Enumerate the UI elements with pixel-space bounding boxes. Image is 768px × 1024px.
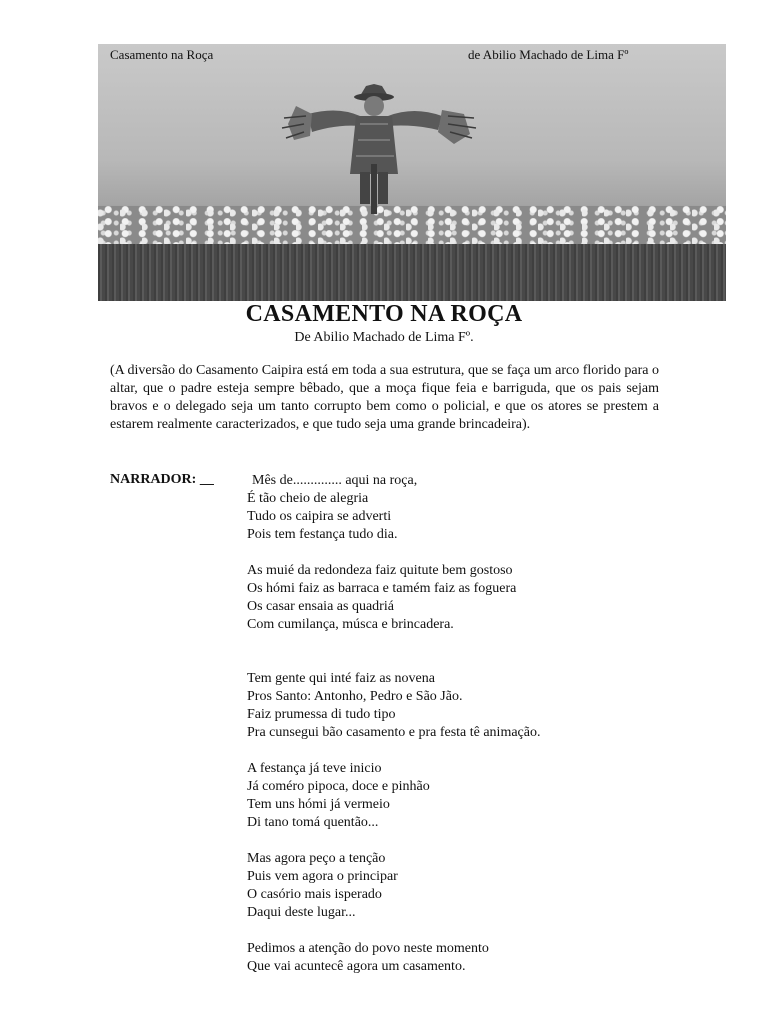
narrator-verses <box>247 472 667 994</box>
narrator-label: NARRADOR: __ <box>110 472 214 487</box>
verse-line: Pedimos a atenção do povo neste momento <box>247 941 489 956</box>
stanza-1 <box>247 472 667 544</box>
verse-line: Mas agora peço a tenção <box>247 851 386 866</box>
verse-line: Faiz prumessa di tudo tipo <box>247 707 396 722</box>
verse-line: Tem gente qui inté faiz as novena <box>247 671 435 686</box>
verse-line: Pros Santo: Antonho, Pedro e São Jão. <box>247 689 463 704</box>
stanza-2 <box>247 562 667 634</box>
intro-paragraph: (A diversão do Casamento Caipira está em toda a sua estrutura, que se faça um arco florido para o altar, que o padre esteja sempre bêbado, que a moça fique feia e barriguda, que os pais sejam bravos e o delegado seja um tanto corrupto bem como o policial, e que os atores se prestem a estarem realmente caracterizados, e que tudo seja uma grande brincadeira). <box>110 363 659 432</box>
verse-line: O casório mais isperado <box>247 887 382 902</box>
stanza-3 <box>247 670 667 742</box>
verse-line: Os casar ensaia as quadriá <box>247 599 394 614</box>
stanza-4 <box>247 760 667 832</box>
verse-line: Mês de.............. aqui na roça, <box>252 473 418 488</box>
verse-line: Que vai acuntecê agora um casamento. <box>247 959 466 974</box>
header-title: Casamento na Roça <box>110 47 214 62</box>
document-title: CASAMENTO NA ROÇA <box>245 301 523 327</box>
header-author: de Abilio Machado de Lima Fº <box>468 47 629 62</box>
stanza-6 <box>247 940 667 976</box>
scarecrow-illustration <box>98 44 726 301</box>
verse-line: Os hómi faiz as barraca e tamém faiz as foguera <box>247 581 517 596</box>
verse-line: Di tano tomá quentão... <box>247 815 379 830</box>
verse-line: As muié da redondeza faiz quitute bem gostoso <box>247 563 513 578</box>
verse-line: Daqui deste lugar... <box>247 905 356 920</box>
verse-line: Com cumilança, músca e brincadera. <box>247 617 454 632</box>
verse-line: Pois tem festança tudo dia. <box>247 527 398 542</box>
scarecrow-banner-image <box>98 44 726 301</box>
verse-line: A festança já teve inicio <box>247 761 382 776</box>
verse-line: É tão cheio de alegria <box>247 491 369 506</box>
verse-line: Tudo os caipira se adverti <box>247 509 392 524</box>
verse-line: Puis vem agora o principar <box>247 869 398 884</box>
document-subtitle: De Abilio Machado de Lima Fº. <box>294 330 474 345</box>
stanza-5 <box>247 850 667 922</box>
verse-line: Pra cunsegui bão casamento e pra festa tê animação. <box>247 725 541 740</box>
verse-line: Já coméro pipoca, doce e pinhão <box>247 779 430 794</box>
verse-line: Tem uns hómi já vermeio <box>247 797 390 812</box>
